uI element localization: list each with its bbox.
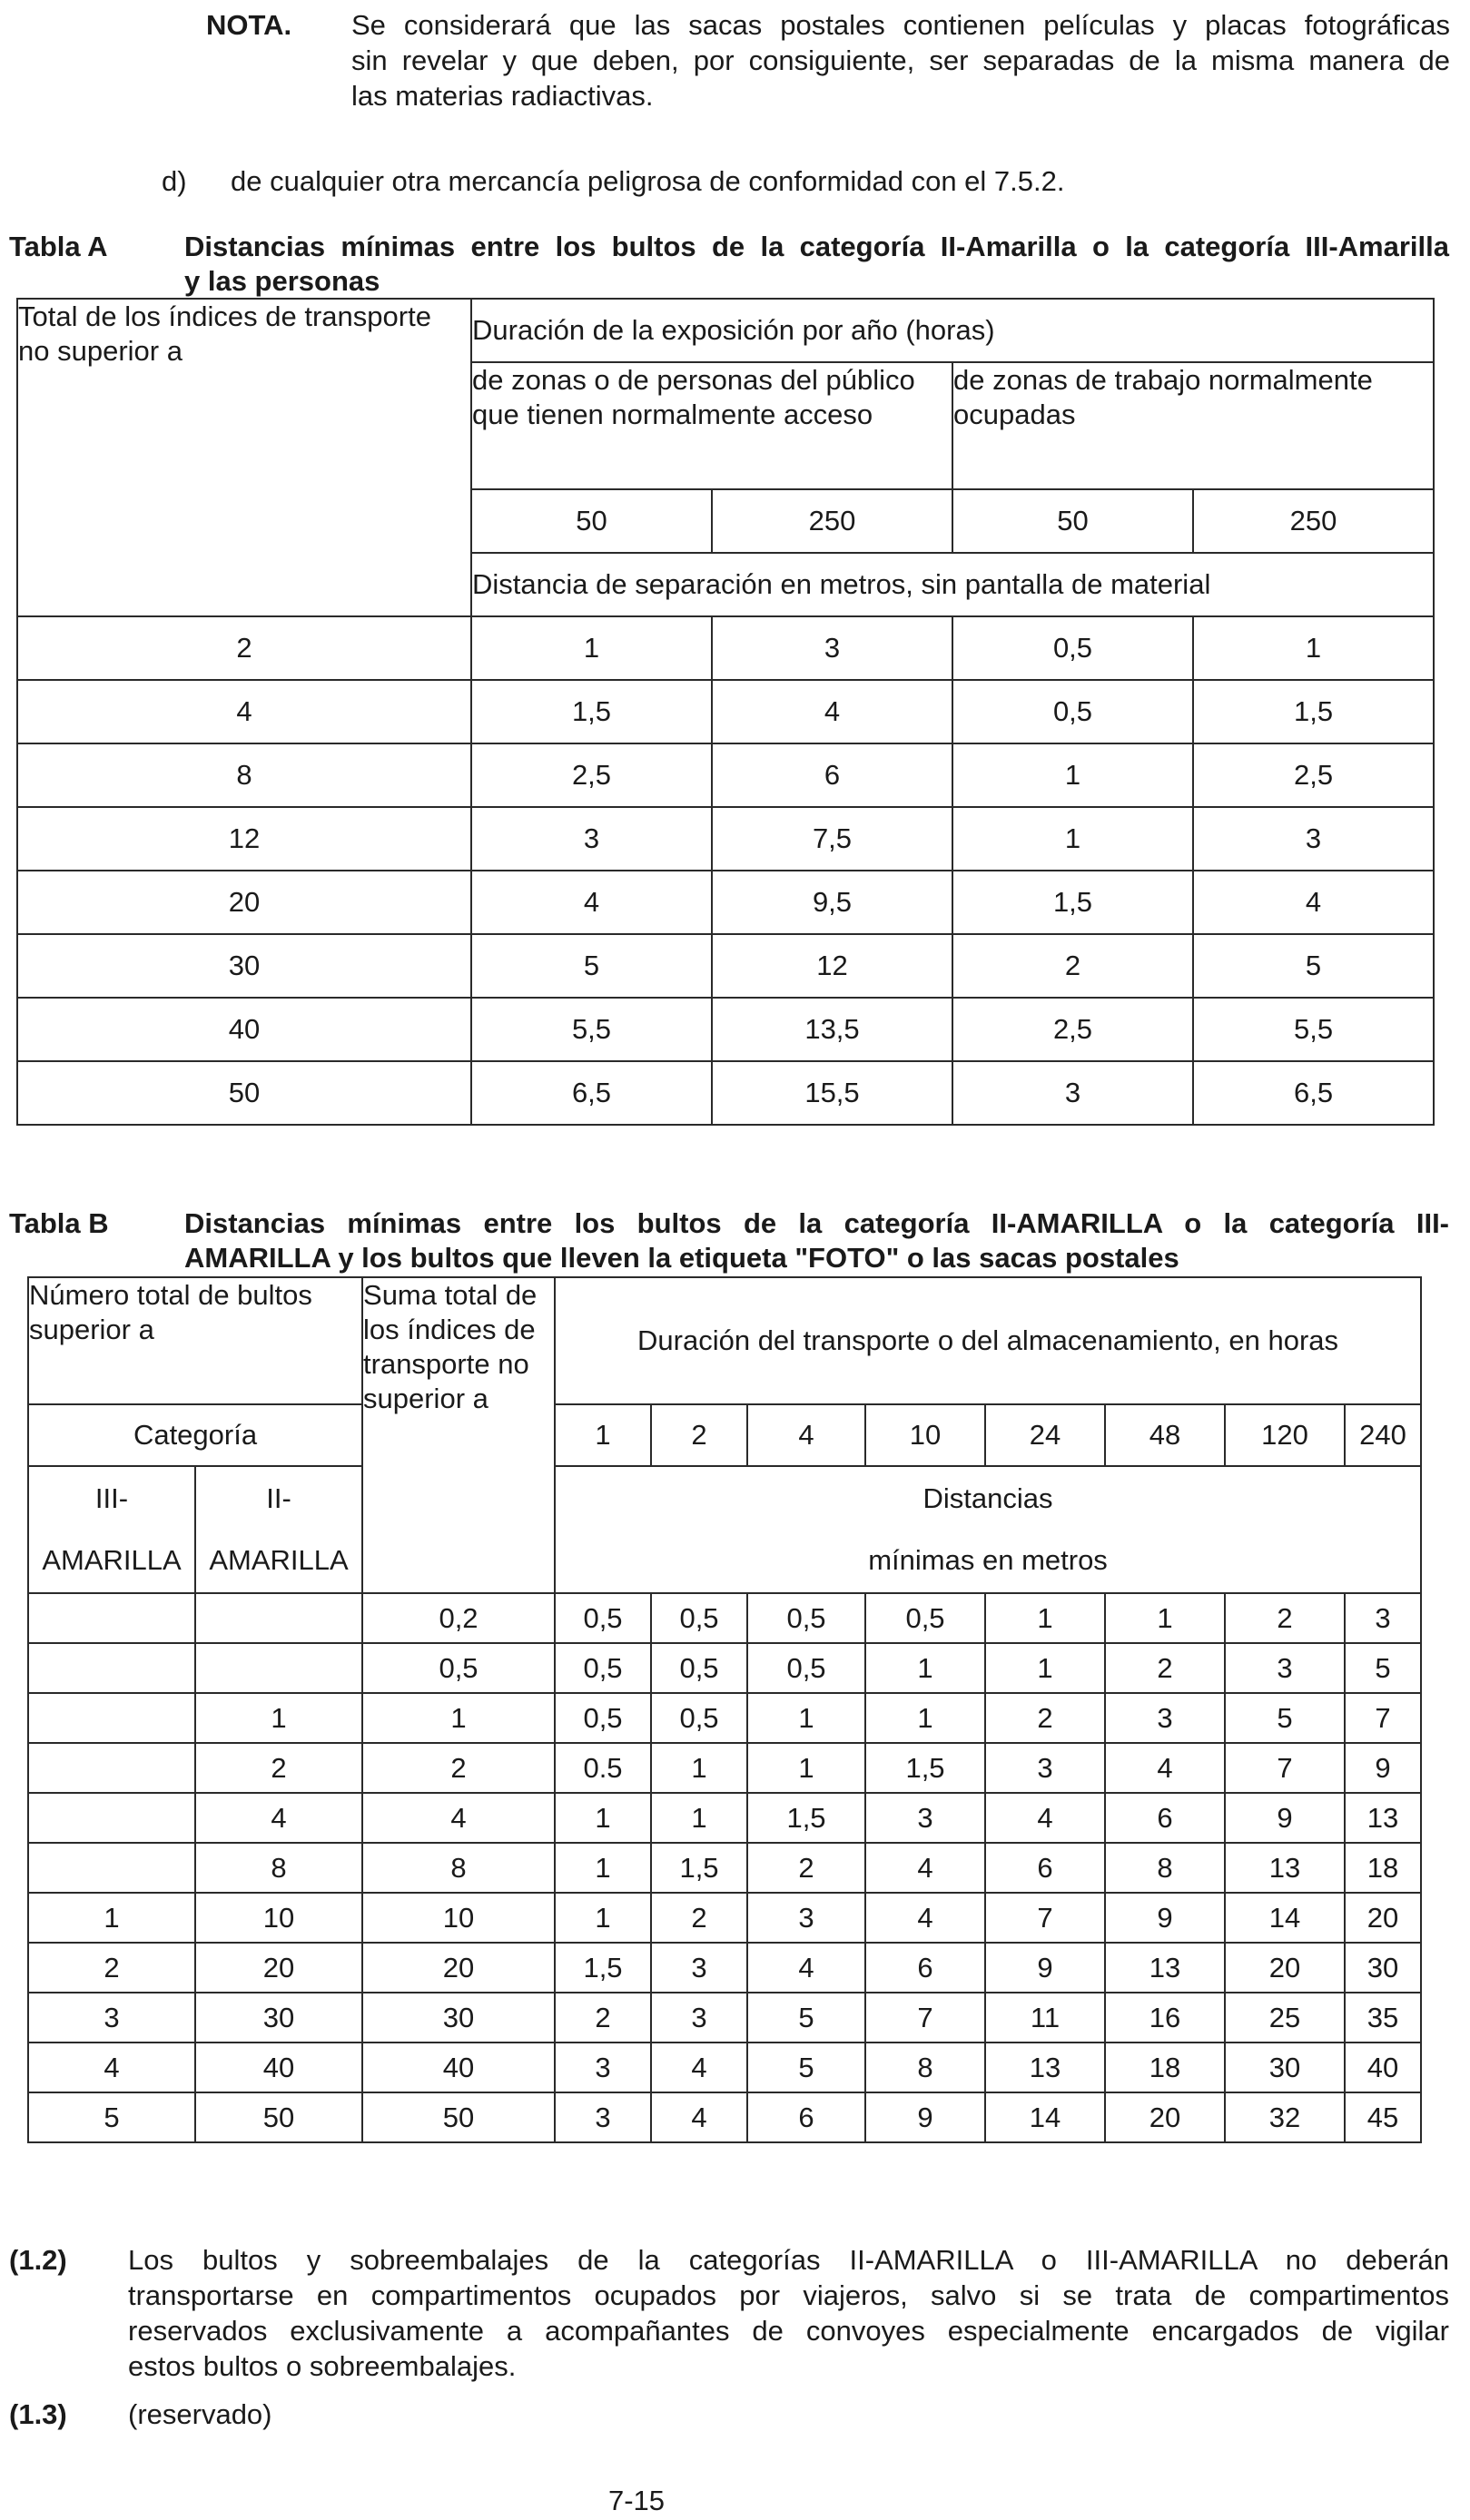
tabla-a-cell: 3 bbox=[471, 807, 712, 871]
tabla-b-cell: 1 bbox=[865, 1643, 985, 1693]
tabla-b-cell: 40 bbox=[1345, 2043, 1421, 2092]
tabla-a-row bbox=[17, 743, 1434, 807]
tabla-a-col1-header: Total de los índices de transporte no superior a bbox=[17, 299, 471, 616]
para-12-text bbox=[128, 2242, 1449, 2384]
tabla-b-cell: 7 bbox=[985, 1893, 1105, 1943]
tabla-b-row bbox=[28, 1943, 1421, 1993]
tabla-b-cell bbox=[28, 1793, 195, 1843]
tabla-b-cell: 1 bbox=[555, 1893, 651, 1943]
tabla-a-cell: 6,5 bbox=[1193, 1061, 1434, 1125]
tabla-a-row bbox=[17, 871, 1434, 934]
para-12-label: (1.2) bbox=[9, 2244, 67, 2276]
tabla-b-distancias-header bbox=[555, 1466, 1421, 1593]
tabla-b-cell: 20 bbox=[1345, 1893, 1421, 1943]
para-13-label: (1.3) bbox=[9, 2398, 67, 2430]
tabla-b bbox=[27, 1276, 1422, 2143]
tabla-b-cell: 32 bbox=[1225, 2092, 1345, 2142]
tabla-b-cell: 18 bbox=[1345, 1843, 1421, 1893]
tabla-b-cell: 13 bbox=[1105, 1943, 1225, 1993]
tabla-b-hours: 1 bbox=[555, 1404, 651, 1466]
tabla-b-cell: 1,5 bbox=[747, 1793, 865, 1843]
tabla-a-cell: 4 bbox=[471, 871, 712, 934]
tabla-b-row bbox=[28, 2092, 1421, 2142]
tabla-b-cell: 10 bbox=[362, 1893, 555, 1943]
tabla-b-cell: 10 bbox=[195, 1893, 362, 1943]
tabla-b-cell: 0,5 bbox=[555, 1693, 651, 1743]
tabla-a-cell: 1 bbox=[952, 743, 1193, 807]
tabla-b-cell: 1 bbox=[747, 1743, 865, 1793]
tabla-a-exposure-header: Duración de la exposición por año (horas) bbox=[471, 299, 1434, 362]
tabla-a-hours: 50 bbox=[471, 489, 712, 553]
tabla-b-ii-top: II- bbox=[266, 1482, 291, 1514]
tabla-b-row bbox=[28, 1643, 1421, 1693]
tabla-a-cell: 1,5 bbox=[471, 680, 712, 743]
para-12-line: reservados exclusivamente a acompañantes de convoyes especialmente encargados de vigilar bbox=[128, 2315, 1449, 2347]
tabla-a-row bbox=[17, 934, 1434, 998]
tabla-b-cell: 0,5 bbox=[747, 1593, 865, 1643]
tabla-b-cell: 13 bbox=[985, 2043, 1105, 2092]
tabla-a-title bbox=[184, 230, 1449, 299]
tabla-a-cell: 3 bbox=[712, 616, 952, 680]
tabla-b-cell: 25 bbox=[1225, 1993, 1345, 2043]
item-d-label: d) bbox=[162, 165, 187, 197]
tabla-b-cell: 3 bbox=[555, 2043, 651, 2092]
tabla-b-cell: 13 bbox=[1345, 1793, 1421, 1843]
tabla-b-cell: 3 bbox=[555, 2092, 651, 2142]
tabla-b-cell: 2 bbox=[555, 1993, 651, 2043]
tabla-b-cell: 45 bbox=[1345, 2092, 1421, 2142]
tabla-a-cell: 7,5 bbox=[712, 807, 952, 871]
tabla-b-cell: 3 bbox=[747, 1893, 865, 1943]
tabla-b-row bbox=[28, 1693, 1421, 1743]
tabla-b-cell: 1 bbox=[195, 1693, 362, 1743]
page-number: 7-15 bbox=[607, 2485, 666, 2516]
tabla-b-row bbox=[28, 1843, 1421, 1893]
tabla-b-cell: 0,5 bbox=[555, 1593, 651, 1643]
tabla-a-cell: 50 bbox=[17, 1061, 471, 1125]
tabla-b-cell: 50 bbox=[195, 2092, 362, 2142]
tabla-b-cell: 11 bbox=[985, 1993, 1105, 2043]
tabla-b-cell: 0,5 bbox=[747, 1643, 865, 1693]
tabla-a-cell: 5 bbox=[1193, 934, 1434, 998]
tabla-a-cell: 15,5 bbox=[712, 1061, 952, 1125]
tabla-b-cell: 4 bbox=[651, 2043, 747, 2092]
tabla-b-row bbox=[28, 1993, 1421, 2043]
nota-line: las materias radiactivas. bbox=[351, 80, 654, 112]
tabla-b-cell: 1 bbox=[985, 1593, 1105, 1643]
tabla-a-cell: 30 bbox=[17, 934, 471, 998]
tabla-b-cell: 8 bbox=[1105, 1843, 1225, 1893]
tabla-b-cell: 16 bbox=[1105, 1993, 1225, 2043]
tabla-b-cell: 13 bbox=[1225, 1843, 1345, 1893]
tabla-a-cell: 1 bbox=[952, 807, 1193, 871]
tabla-b-cell: 8 bbox=[362, 1843, 555, 1893]
nota-label: NOTA. bbox=[206, 9, 292, 41]
tabla-b-cell: 4 bbox=[865, 1843, 985, 1893]
tabla-b-row bbox=[28, 1743, 1421, 1793]
tabla-b-cell: 4 bbox=[651, 2092, 747, 2142]
tabla-b-title bbox=[184, 1206, 1449, 1275]
tabla-b-cell: 3 bbox=[1225, 1643, 1345, 1693]
tabla-b-cell: 3 bbox=[651, 1993, 747, 2043]
tabla-a-cell: 2,5 bbox=[952, 998, 1193, 1061]
tabla-a-cell: 0,5 bbox=[952, 680, 1193, 743]
tabla-b-cell: 3 bbox=[28, 1993, 195, 2043]
tabla-a-cell: 4 bbox=[17, 680, 471, 743]
tabla-a-cell: 6 bbox=[712, 743, 952, 807]
tabla-b-cell: 0,5 bbox=[651, 1593, 747, 1643]
tabla-b-label: Tabla B bbox=[9, 1207, 109, 1239]
tabla-b-cell: 6 bbox=[865, 1943, 985, 1993]
tabla-b-cell: 6 bbox=[747, 2092, 865, 2142]
tabla-a-cell: 2 bbox=[952, 934, 1193, 998]
tabla-a-hours: 250 bbox=[712, 489, 952, 553]
tabla-b-cell: 4 bbox=[362, 1793, 555, 1843]
tabla-b-cell: 1 bbox=[985, 1643, 1105, 1693]
tabla-b-hours: 48 bbox=[1105, 1404, 1225, 1466]
tabla-a-cell: 9,5 bbox=[712, 871, 952, 934]
tabla-b-cell: 20 bbox=[362, 1943, 555, 1993]
tabla-b-cell: 7 bbox=[1225, 1743, 1345, 1793]
tabla-b-cell: 5 bbox=[1225, 1693, 1345, 1743]
tabla-a-label: Tabla A bbox=[9, 231, 108, 262]
tabla-a-cell: 4 bbox=[1193, 871, 1434, 934]
tabla-b-hours: 120 bbox=[1225, 1404, 1345, 1466]
tabla-b-cell: 9 bbox=[865, 2092, 985, 2142]
tabla-b-cell: 0,5 bbox=[555, 1643, 651, 1693]
tabla-b-cell bbox=[195, 1593, 362, 1643]
tabla-b-duracion-header: Duración del transporte o del almacenamiento, en horas bbox=[555, 1277, 1421, 1404]
tabla-a-cell: 5,5 bbox=[471, 998, 712, 1061]
tabla-b-cell: 9 bbox=[985, 1943, 1105, 1993]
tabla-b-cell: 9 bbox=[1345, 1743, 1421, 1793]
tabla-b-num-total-header: Número total de bultos superior a bbox=[28, 1277, 362, 1404]
tabla-b-hours: 4 bbox=[747, 1404, 865, 1466]
tabla-a-cell: 3 bbox=[1193, 807, 1434, 871]
tabla-a-cell: 1,5 bbox=[1193, 680, 1434, 743]
tabla-b-hours: 240 bbox=[1345, 1404, 1421, 1466]
tabla-b-hours: 10 bbox=[865, 1404, 985, 1466]
tabla-b-cell: 1 bbox=[555, 1843, 651, 1893]
tabla-b-cell: 0,5 bbox=[865, 1593, 985, 1643]
tabla-b-row bbox=[28, 1793, 1421, 1843]
para-12-line: transportarse en compartimentos ocupados por viajeros, salvo si se trata de compartimentos bbox=[128, 2279, 1449, 2311]
tabla-b-cell: 5 bbox=[28, 2092, 195, 2142]
tabla-b-cell: 0.5 bbox=[555, 1743, 651, 1793]
tabla-a-cell: 12 bbox=[17, 807, 471, 871]
tabla-b-cell: 3 bbox=[651, 1943, 747, 1993]
tabla-b-cell: 14 bbox=[985, 2092, 1105, 2142]
tabla-b-cell: 9 bbox=[1225, 1793, 1345, 1843]
tabla-b-cell: 30 bbox=[1345, 1943, 1421, 1993]
tabla-b-row bbox=[28, 2043, 1421, 2092]
tabla-b-cell: 4 bbox=[28, 2043, 195, 2092]
tabla-b-cell: 4 bbox=[1105, 1743, 1225, 1793]
tabla-b-cell: 40 bbox=[362, 2043, 555, 2092]
tabla-b-cell: 4 bbox=[985, 1793, 1105, 1843]
tabla-b-cell: 8 bbox=[195, 1843, 362, 1893]
tabla-b-iii-bottom: AMARILLA bbox=[42, 1544, 182, 1576]
tabla-a-hours: 50 bbox=[952, 489, 1193, 553]
tabla-b-cell: 3 bbox=[1105, 1693, 1225, 1743]
tabla-a-cell: 1 bbox=[471, 616, 712, 680]
tabla-b-cell: 20 bbox=[1225, 1943, 1345, 1993]
para-13-text: (reservado) bbox=[128, 2398, 272, 2430]
tabla-a-title-line: Distancias mínimas entre los bultos de la categoría II-Amarilla o la categoría III-Amarilla bbox=[184, 231, 1449, 262]
tabla-b-cell bbox=[28, 1743, 195, 1793]
tabla-a-separation-header: Distancia de separación en metros, sin pantalla de material bbox=[471, 553, 1434, 616]
tabla-b-cell: 9 bbox=[1105, 1893, 1225, 1943]
tabla-b-dist-top: Distancias bbox=[922, 1482, 1053, 1514]
tabla-b-cell: 1 bbox=[1105, 1593, 1225, 1643]
tabla-b-cell: 30 bbox=[362, 1993, 555, 2043]
tabla-b-cell: 30 bbox=[195, 1993, 362, 2043]
tabla-b-cell: 1 bbox=[28, 1893, 195, 1943]
tabla-b-cell: 20 bbox=[195, 1943, 362, 1993]
tabla-b-cell: 0,2 bbox=[362, 1593, 555, 1643]
tabla-b-cell: 5 bbox=[747, 2043, 865, 2092]
tabla-b-cell bbox=[28, 1593, 195, 1643]
tabla-a-row bbox=[17, 616, 1434, 680]
tabla-a-row bbox=[17, 680, 1434, 743]
tabla-b-cell: 2 bbox=[1105, 1643, 1225, 1693]
tabla-b-cell: 2 bbox=[362, 1743, 555, 1793]
tabla-b-row bbox=[28, 1893, 1421, 1943]
tabla-b-cell: 18 bbox=[1105, 2043, 1225, 2092]
tabla-b-cell: 4 bbox=[195, 1793, 362, 1843]
tabla-b-cell: 0,5 bbox=[651, 1643, 747, 1693]
tabla-b-cell: 7 bbox=[865, 1993, 985, 2043]
tabla-b-cell: 1 bbox=[651, 1743, 747, 1793]
tabla-a-cell: 4 bbox=[712, 680, 952, 743]
tabla-b-cell: 5 bbox=[1345, 1643, 1421, 1693]
item-d-text: de cualquier otra mercancía peligrosa de conformidad con el 7.5.2. bbox=[231, 165, 1065, 197]
para-12-line: Los bultos y sobreembalajes de la categorías II-AMARILLA o III-AMARILLA no deberán bbox=[128, 2244, 1449, 2276]
tabla-b-cell: 2 bbox=[985, 1693, 1105, 1743]
tabla-a-row bbox=[17, 1061, 1434, 1125]
tabla-b-cell: 35 bbox=[1345, 1993, 1421, 2043]
tabla-b-cell bbox=[28, 1643, 195, 1693]
tabla-a-cell: 20 bbox=[17, 871, 471, 934]
tabla-b-cell: 7 bbox=[1345, 1693, 1421, 1743]
tabla-b-body bbox=[28, 1593, 1421, 2142]
tabla-a-cell: 12 bbox=[712, 934, 952, 998]
tabla-b-cell: 1 bbox=[747, 1693, 865, 1743]
tabla-b-cell: 2 bbox=[1225, 1593, 1345, 1643]
tabla-b-iii-amarilla-header bbox=[28, 1466, 195, 1593]
tabla-a bbox=[16, 298, 1435, 1126]
tabla-b-hours: 2 bbox=[651, 1404, 747, 1466]
tabla-a-public-header: de zonas o de personas del público que tienen normalmente acceso bbox=[471, 362, 952, 489]
tabla-b-cell: 1,5 bbox=[555, 1943, 651, 1993]
tabla-b-cell: 40 bbox=[195, 2043, 362, 2092]
tabla-a-row bbox=[17, 807, 1434, 871]
tabla-a-cell: 5,5 bbox=[1193, 998, 1434, 1061]
tabla-a-work-header: de zonas de trabajo normalmente ocupadas bbox=[952, 362, 1434, 489]
tabla-a-cell: 2,5 bbox=[1193, 743, 1434, 807]
tabla-b-cell: 50 bbox=[362, 2092, 555, 2142]
tabla-b-cell: 6 bbox=[1105, 1793, 1225, 1843]
tabla-b-cell: 2 bbox=[28, 1943, 195, 1993]
tabla-b-hours: 24 bbox=[985, 1404, 1105, 1466]
tabla-a-title-line: y las personas bbox=[184, 265, 380, 297]
tabla-a-cell: 0,5 bbox=[952, 616, 1193, 680]
tabla-b-cell: 4 bbox=[865, 1893, 985, 1943]
tabla-a-cell: 8 bbox=[17, 743, 471, 807]
tabla-b-cell: 14 bbox=[1225, 1893, 1345, 1943]
tabla-a-cell: 5 bbox=[471, 934, 712, 998]
tabla-b-row bbox=[28, 1593, 1421, 1643]
tabla-b-categoria-header: Categoría bbox=[28, 1404, 362, 1466]
tabla-b-cell: 1 bbox=[555, 1793, 651, 1843]
tabla-b-dist-bottom: mínimas en metros bbox=[868, 1544, 1108, 1576]
nota-line: sin revelar y que deben, por consiguiente, ser separadas de la misma manera de bbox=[351, 44, 1450, 76]
nota-line: Se considerará que las sacas postales contienen películas y placas fotográficas bbox=[351, 9, 1450, 41]
tabla-a-body bbox=[17, 616, 1434, 1125]
tabla-b-cell: 1 bbox=[651, 1793, 747, 1843]
tabla-b-cell bbox=[28, 1843, 195, 1893]
tabla-b-cell bbox=[195, 1643, 362, 1693]
tabla-a-cell: 6,5 bbox=[471, 1061, 712, 1125]
tabla-b-iii-top: III- bbox=[94, 1482, 129, 1514]
tabla-b-cell: 30 bbox=[1225, 2043, 1345, 2092]
tabla-b-cell: 2 bbox=[651, 1893, 747, 1943]
tabla-b-cell bbox=[28, 1693, 195, 1743]
tabla-a-row bbox=[17, 998, 1434, 1061]
tabla-b-cell: 20 bbox=[1105, 2092, 1225, 2142]
tabla-a-cell: 1 bbox=[1193, 616, 1434, 680]
tabla-b-cell: 3 bbox=[1345, 1593, 1421, 1643]
tabla-b-cell: 4 bbox=[747, 1943, 865, 1993]
tabla-b-title-line: AMARILLA y los bultos que lleven la etiqueta "FOTO" o las sacas postales bbox=[184, 1242, 1179, 1274]
tabla-b-cell: 1 bbox=[362, 1693, 555, 1743]
tabla-b-cell: 0,5 bbox=[362, 1643, 555, 1693]
tabla-b-suma-header: Suma total de los índices de transporte no superior a bbox=[362, 1277, 555, 1593]
tabla-b-title-line: Distancias mínimas entre los bultos de la categoría II-AMARILLA o la categoría III- bbox=[184, 1207, 1449, 1239]
tabla-a-cell: 1,5 bbox=[952, 871, 1193, 934]
tabla-b-cell: 2 bbox=[747, 1843, 865, 1893]
tabla-b-cell: 3 bbox=[865, 1793, 985, 1843]
tabla-b-cell: 1,5 bbox=[865, 1743, 985, 1793]
tabla-a-hours: 250 bbox=[1193, 489, 1434, 553]
tabla-b-cell: 5 bbox=[747, 1993, 865, 2043]
para-12-line: estos bultos o sobreembalajes. bbox=[128, 2350, 517, 2382]
tabla-a-cell: 13,5 bbox=[712, 998, 952, 1061]
tabla-b-cell: 6 bbox=[985, 1843, 1105, 1893]
tabla-b-ii-amarilla-header bbox=[195, 1466, 362, 1593]
tabla-b-cell: 0,5 bbox=[651, 1693, 747, 1743]
tabla-b-cell: 8 bbox=[865, 2043, 985, 2092]
tabla-a-cell: 40 bbox=[17, 998, 471, 1061]
tabla-a-cell: 2 bbox=[17, 616, 471, 680]
tabla-b-cell: 1 bbox=[865, 1693, 985, 1743]
tabla-b-cell: 3 bbox=[985, 1743, 1105, 1793]
tabla-b-cell: 2 bbox=[195, 1743, 362, 1793]
tabla-b-cell: 1,5 bbox=[651, 1843, 747, 1893]
tabla-b-ii-bottom: AMARILLA bbox=[209, 1544, 349, 1576]
nota-text bbox=[351, 7, 1450, 113]
tabla-a-cell: 2,5 bbox=[471, 743, 712, 807]
tabla-a-cell: 3 bbox=[952, 1061, 1193, 1125]
